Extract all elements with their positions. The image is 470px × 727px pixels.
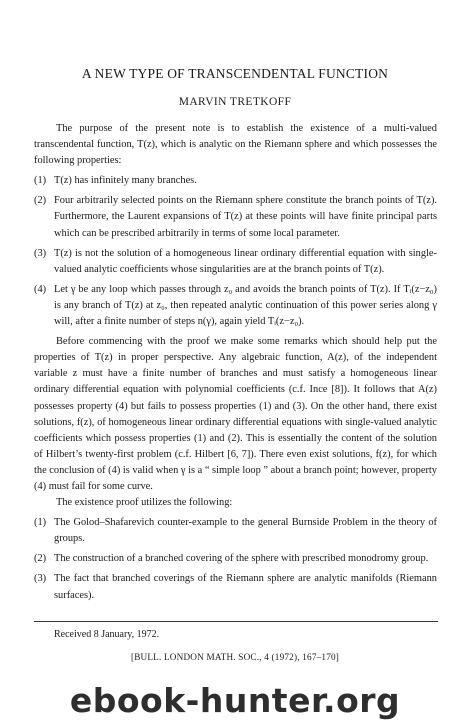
journal-citation: [BULL. LONDON MATH. SOC., 4 (1972), 167–170] bbox=[130, 652, 340, 662]
footnote-divider bbox=[34, 621, 438, 622]
tool-number: (1) bbox=[34, 517, 47, 529]
discussion-paragraph: Before commencing with the proof we make some remarks which should help put the properties of T(z) in proper perspective. Any algebraic function, A(z), of the independent variable z must have a finite number of branches and must satisfy a homogeneous linear ordinary differential equation with polynomial coefficients (c.f. Ince [8]). It follows that A(z) possesses property (4) but fails to possess properties (1) and (3). On the other hand, there exist solutions, f(z), of homogeneous linear ordinary differential equations with single-valued analytic coefficients which possess properties (1) and (2). This is essentially the content of the solution of Hilbert’s twenty-first problem (c.f. Hilbert [6, 7]). There even exist solutions, f(z), for which the conclusion of (4) is valid when γ is a “ simple loop ” about a branch point; however, property (4) must fail for some curve. bbox=[34, 336, 437, 492]
tool-item bbox=[34, 571, 437, 603]
watermark: ebook-hunter.org bbox=[69, 681, 401, 720]
property-number: (4) bbox=[34, 283, 47, 295]
property-item bbox=[34, 282, 437, 330]
paper-title: A NEW TYPE OF TRANSCENDENTAL FUNCTION bbox=[81, 66, 389, 81]
tool-item bbox=[34, 515, 437, 547]
property-number: (1) bbox=[34, 175, 47, 187]
properties-list bbox=[34, 173, 437, 330]
property-text: Four arbitrarily selected points on the Riemann sphere constitute the branch points of T(z). Furthermore, the Laurent expansions of T(z) at these points will have finite principal parts which can be prescribed arbitrarily in terms of some local parameter. bbox=[54, 195, 437, 239]
intro-paragraph: The purpose of the present note is to establish the existence of a multi-valued transcendental function, T(z), which is analytic on the Riemann sphere and which possesses the following properties: bbox=[34, 123, 437, 167]
tool-number: (3) bbox=[34, 573, 47, 585]
property-number: (3) bbox=[34, 247, 47, 259]
property-item bbox=[34, 173, 437, 189]
tool-text: The fact that branched coverings of the Riemann sphere are analytic manifolds (Riemann surfaces). bbox=[54, 573, 437, 601]
property-item bbox=[34, 246, 437, 278]
property-number: (2) bbox=[34, 195, 47, 207]
paper-body bbox=[34, 121, 437, 608]
property-item bbox=[34, 193, 437, 241]
tool-item bbox=[34, 551, 437, 567]
author-name: MARVIN TRETKOFF bbox=[178, 96, 292, 108]
received-date: Received 8 January, 1972. bbox=[54, 629, 160, 640]
property-text: T(z) has infinitely many branches. bbox=[54, 175, 197, 187]
tool-text: The Golod–Shafarevich counter-example to the general Burnside Problem in the theory of groups. bbox=[54, 517, 437, 545]
tool-number: (2) bbox=[34, 553, 47, 565]
tool-text: The construction of a branched covering of the sphere with prescribed monodromy group. bbox=[54, 553, 429, 565]
tools-list bbox=[34, 515, 437, 603]
property-text: T(z) is not the solution of a homogeneous linear ordinary differential equation with single-valued analytic coefficients whose singularities are at the branch points of T(z). bbox=[54, 247, 437, 275]
property-text: Let γ be any loop which passes through z₀ and avoids the branch points of T(z). If Tᵢ(z−z₀) is any branch of T(z) at z₀, then repeated analytic continuation of this power series along γ will, after a finite number of steps n(γ), again yield Tᵢ(z−z₀). bbox=[54, 283, 437, 328]
proof-intro: The existence proof utilizes the following: bbox=[56, 497, 233, 509]
